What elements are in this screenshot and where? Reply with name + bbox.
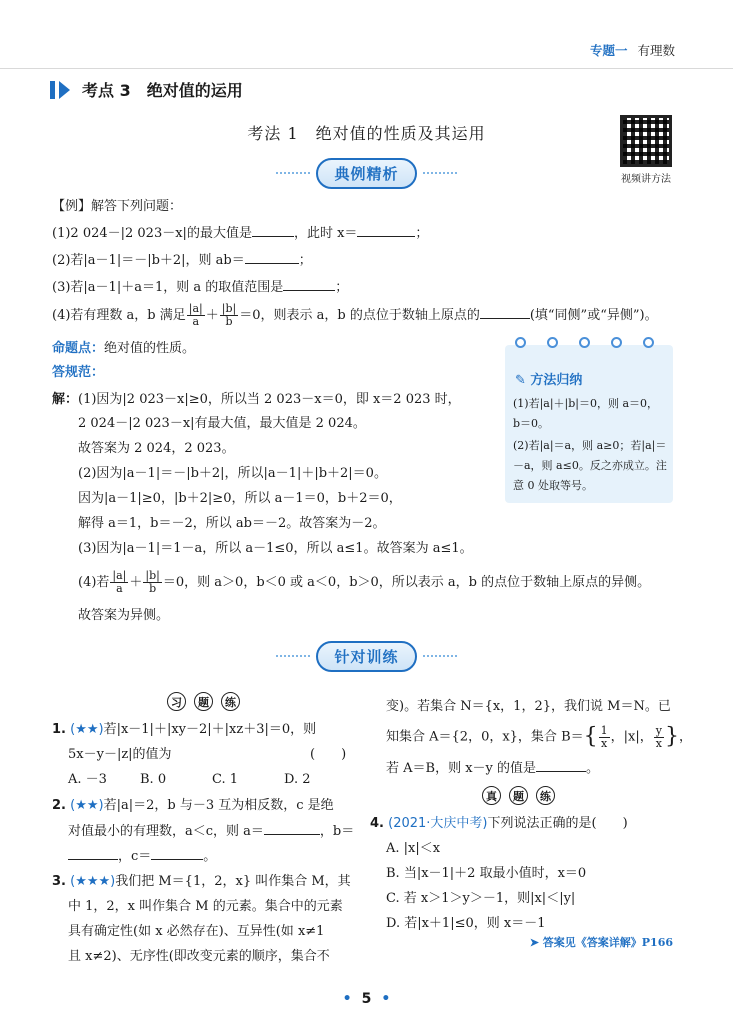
practice-banner	[0, 641, 733, 671]
solution-line-4: (2)因为|a－1|＝－|b＋2|，所以|a－1|＋|b＋2|＝0。	[78, 466, 387, 481]
q3-set-line: 知集合 A＝{2，0，x}，集合 B＝{ $\frac{1}{x}$ ，|x|， $\frac{y}{x}$ }，	[386, 723, 692, 750]
dot-icon: •	[342, 991, 352, 1007]
section-arrow-icon	[59, 81, 70, 99]
q3-stem-b: 中 1，2，x 叫作集合 M 的元素。集合中的元素	[68, 899, 343, 914]
xiti-char-3: 练	[221, 692, 240, 711]
zhenti-subhead	[480, 786, 557, 805]
q2-stem-b: 对值最小的有理数，a＜c，则 a＝	[68, 824, 264, 839]
solution-fraction-b: $\frac{|b|}{b}$	[145, 569, 160, 595]
banner-dash-right	[423, 655, 457, 657]
solution-line-1: (1)因为|2 023－x|≥0，所以当 2 023－x＝0，即 x＝2 023 时，	[78, 392, 461, 407]
q2-difficulty: (★★)	[70, 798, 104, 813]
practice-q1-line1	[52, 720, 316, 740]
q4-option-c[interactable]: C. 若 x＞1＞y＞－1，则|x|＜|y|	[386, 891, 576, 906]
q3-stem-a: 我们把 M＝{1，2，x} 叫作集合 M，其	[115, 874, 351, 889]
q2-text-b: ；	[298, 253, 312, 268]
q1-blank-1[interactable]	[252, 223, 294, 237]
q4-blank[interactable]	[480, 305, 530, 319]
page-number	[0, 991, 733, 1007]
banner-dash-left	[276, 172, 310, 174]
xiti-subhead	[165, 692, 242, 711]
q3-stem-g: ，	[678, 729, 692, 745]
solution-fraction-a: $\frac{|a|}{a}$	[112, 569, 127, 595]
q1-number: 1.	[52, 722, 66, 737]
chapter-topic: 专题一	[589, 43, 628, 58]
q2-blank[interactable]	[245, 250, 299, 264]
mingti-line	[52, 339, 195, 359]
q1-answer-paren[interactable]: ( )	[310, 747, 347, 762]
solution-line-5: 因为|a－1|≥0，|b＋2|≥0，所以 a－1＝0，b＋2＝0，	[78, 491, 402, 506]
practice-q4-line1	[370, 814, 628, 834]
fraction-b: $\frac{|b|}{b}$	[221, 302, 237, 328]
q4-option-a[interactable]: A. |x|＜x	[386, 841, 441, 856]
q3-stem-e: 变)。若集合 N＝{x，1，2}，我们说 M＝N。已	[386, 699, 671, 714]
section-title-text: 考点 3 绝对值的运用	[82, 81, 243, 100]
solution-label: 解：	[52, 392, 79, 407]
practice-q2-line1	[52, 796, 334, 816]
q4-stem: 下列说法正确的是( )	[487, 816, 628, 831]
dagui-label: 答规范：	[52, 365, 105, 380]
zhenti-char-1: 真	[482, 786, 501, 805]
q3-stem-h-line	[386, 758, 599, 779]
q4-text-a: (4)若有理数 a，b 满足	[52, 308, 186, 323]
q2-blank-c[interactable]	[151, 846, 203, 860]
s8-text-b: ＝0，则 a＞0，b＜0 或 a＜0，b＞0，所以表示 a，b 的点位于数轴上原点的异侧。	[162, 575, 651, 590]
q2-blank-b[interactable]	[68, 846, 118, 860]
example-q3	[52, 277, 348, 298]
example-intro: 【例】解答下列问题：	[52, 199, 183, 214]
ring-icon	[579, 337, 590, 348]
solution-line-3: 故答案为 2 024，2 023。	[78, 441, 235, 456]
q4-number: 4.	[370, 816, 384, 831]
plus-sign: ＋	[205, 308, 219, 323]
chapter-subject: 有理数	[637, 43, 675, 58]
solution-line-9: 故答案为异侧。	[78, 608, 170, 623]
q4-option-b[interactable]: B. 当|x－1|＋2 取最小值时，x＝0	[386, 866, 587, 881]
ring-icon	[643, 337, 654, 348]
q2-stem-c: ，b＝	[319, 824, 355, 839]
set-abs-x: |x|	[623, 729, 640, 745]
q3-stem-f: 知集合 A＝{2，0，x}，集合 B＝	[386, 729, 584, 745]
q3-difficulty: (★★★)	[70, 874, 116, 889]
note-line-4: －a，则 a≤0。反之亦成立。注	[513, 459, 667, 472]
q3-blank[interactable]	[283, 277, 335, 291]
solution-plus: ＋	[129, 575, 143, 590]
practice-q1-line2	[68, 745, 172, 765]
header-divider	[0, 68, 733, 69]
zhenti-char-2: 题	[509, 786, 528, 805]
q4-source: (2021·大庆中考)	[388, 816, 488, 831]
solution-line-6: 解得 a＝1，b＝－2，所以 ab＝－2。故答案为－2。	[78, 516, 386, 531]
xiti-char-2: 题	[194, 692, 213, 711]
mingti-label: 命题点：	[52, 341, 105, 356]
method-summary-box	[505, 345, 673, 503]
method-summary-title-text: 方法归纳	[530, 373, 583, 388]
q2-stem-d: ，c＝	[118, 849, 152, 864]
mingti-text: 绝对值的性质。	[104, 341, 196, 356]
banner-dash-right	[423, 172, 457, 174]
q3-text-a: (3)若|a－1|＋a＝1，则 a 的取值范围是	[52, 280, 284, 295]
q2-stem-e: 。	[203, 849, 217, 864]
note-line-1: (1)若|a|＋|b|＝0，则 a＝0，	[513, 397, 659, 410]
banner-dash-left	[276, 655, 310, 657]
method-title: 考法 1 绝对值的性质及其运用	[247, 124, 486, 143]
practice-q3-line1	[52, 872, 351, 892]
solution-line-8	[78, 570, 650, 596]
method-summary-title: ✎ 方法归纳	[515, 373, 583, 388]
q1-stem-b: 5x－y－|z|的值为	[68, 747, 172, 762]
section-bar-icon	[50, 81, 55, 99]
dot-icon: •	[381, 991, 391, 1007]
q2-text-a: (2)若|a－1|＝－|b＋2|，则 ab＝	[52, 253, 245, 268]
q3-stem-i: 。	[586, 761, 600, 776]
page-number-text: 5	[361, 991, 372, 1007]
xiti-char-1: 习	[167, 692, 186, 711]
q1-blank-2[interactable]	[357, 223, 415, 237]
q3-stem-c: 具有确定性(如 x 必然存在)、互异性(如 x≠1	[68, 924, 325, 939]
solution-line-7: (3)因为|a－1|＝1－a，所以 a－1≤0，所以 a≤1。故答案为 a≤1。	[78, 541, 473, 556]
qr-label: 视频讲方法	[621, 174, 671, 185]
ring-icon	[515, 337, 526, 348]
q2-stem-a: 若|a|＝2，b 与－3 互为相反数，c 是绝	[103, 798, 334, 813]
q1-option-a[interactable]: A. －3	[68, 772, 107, 787]
q2-number: 2.	[52, 798, 66, 813]
s8-text-a: (4)若	[78, 575, 110, 590]
q2-blank-a[interactable]	[264, 821, 320, 835]
example-q2	[52, 250, 312, 271]
ring-icon	[611, 337, 622, 348]
brace-left: {	[583, 724, 598, 749]
note-line-2: b＝0。	[513, 417, 550, 430]
q1-text-b: ，此时 x＝	[293, 226, 358, 241]
answer-reference[interactable]: ➤ 答案见《答案详解》P166	[529, 936, 673, 949]
fraction-a: $\frac{|a|}{a}$	[188, 302, 203, 328]
practice-q2-line2	[68, 821, 354, 842]
q1-option-c[interactable]: C. 1	[212, 772, 239, 787]
q4-option-d[interactable]: D. 若|x＋1|≤0，则 x＝－1	[386, 916, 546, 931]
q1-text-c: ；	[415, 226, 429, 241]
q3-stem-h: 若 A＝B，则 x－y 的值是	[386, 761, 537, 776]
note-line-5: 意 0 处取等号。	[513, 479, 593, 492]
practice-q2-line3	[68, 846, 216, 867]
q4-text-c: (填“同侧”或“异侧”)。	[529, 308, 658, 323]
example-banner	[0, 158, 733, 188]
example-q4	[52, 303, 658, 328]
q1-option-d[interactable]: D. 2	[284, 772, 311, 787]
q1-option-b[interactable]: B. 0	[140, 772, 167, 787]
chapter-header	[590, 41, 675, 59]
q1-difficulty: (★★)	[70, 722, 104, 737]
brace-right: }	[664, 724, 679, 749]
zhenti-char-3: 练	[536, 786, 555, 805]
practice-banner-label: 针对训练	[316, 641, 416, 672]
example-banner-label: 典例精析	[316, 158, 416, 189]
example-q1	[52, 223, 428, 244]
set-frac-1: $\frac{1}{x}$	[600, 723, 608, 750]
q3-text-b: ；	[335, 280, 349, 295]
q4-text-b: ＝0，则表示 a，b 的点位于数轴上原点的	[239, 308, 480, 323]
solution-line-2: 2 024－|2 023－x|有最大值，最大值是 2 024。	[78, 416, 366, 431]
q3-blank[interactable]	[536, 758, 586, 772]
q1-text-a: (1)2 024－|2 023－x|的最大值是	[52, 226, 252, 241]
q1-stem-a: 若|x－1|＋|xy－2|＋|xz＋3|＝0，则	[103, 722, 317, 737]
set-frac-2: $\frac{y}{x}$	[655, 723, 662, 750]
note-line-3: (2)若|a|＝a，则 a≥0；若|a|＝	[513, 439, 667, 452]
q3-number: 3.	[52, 874, 66, 889]
ring-icon	[547, 337, 558, 348]
section-title	[50, 78, 243, 101]
q3-stem-d: 且 x≠2)、无序性(即改变元素的顺序，集合不	[68, 949, 330, 964]
